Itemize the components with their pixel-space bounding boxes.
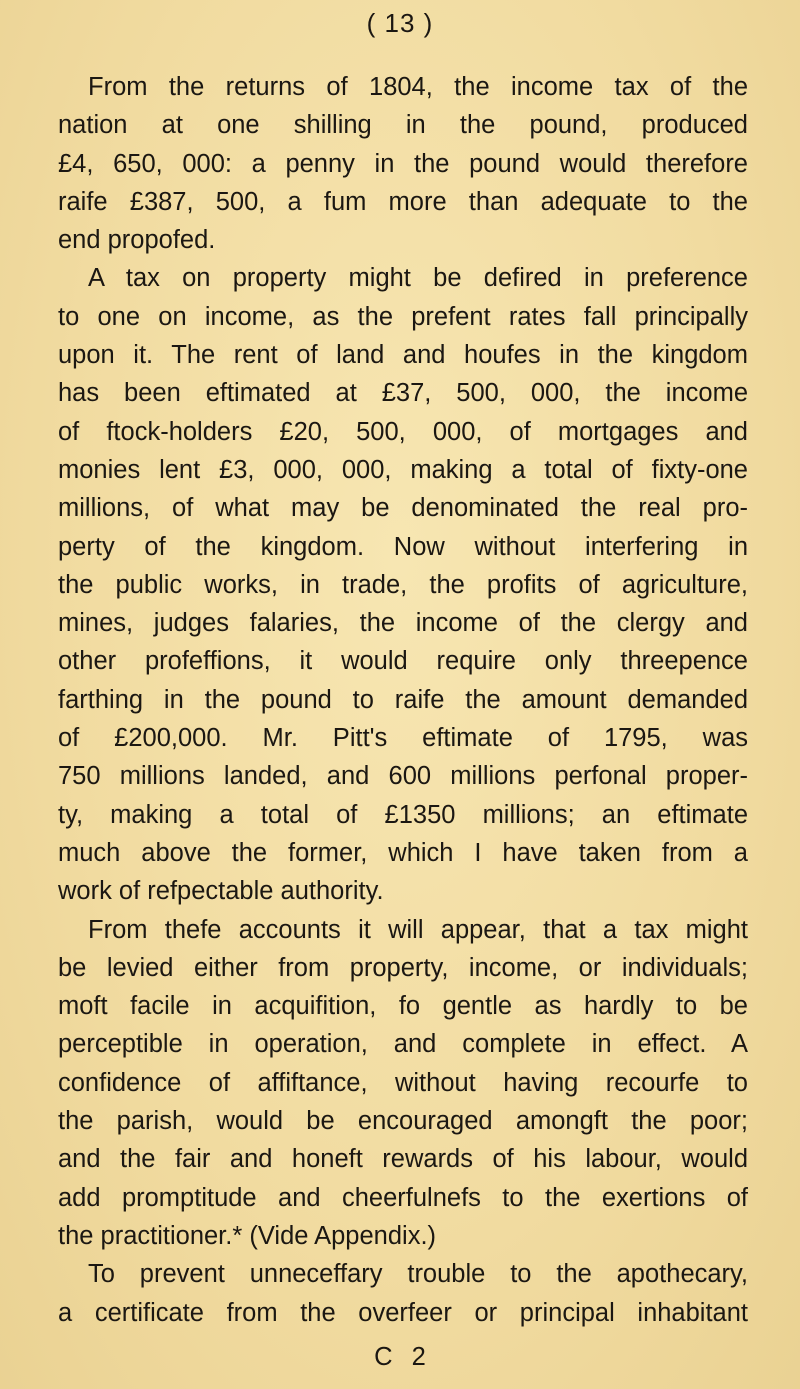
text-line: perceptible in operation, and complete in effect. A [58,1030,748,1059]
text-line: mines, judges falaries, the income of the clergy and [58,609,748,638]
text-line: other profeffions, it would require only threepence [58,647,748,676]
text-line: the public works, in trade, the profits of agriculture, [58,570,748,599]
text-line: farthing in the pound to raife the amount demanded [58,685,748,714]
text-line: has been eftimated at £37, 500, 000, the income [58,379,748,408]
text-line: 750 millions landed, and 600 millions perfonal proper- [58,762,748,791]
text-line: be levied either from property, income, or individuals; [58,953,748,982]
text-line: £4, 650, 000: a penny in the pound would therefore [58,149,748,178]
text-line: the parish, would be encouraged amongft the poor; [58,1107,748,1136]
text-line: nation at one shilling in the pound, produced [58,111,748,140]
text-line: From thefe accounts it will appear, that a tax might [88,915,748,944]
text-line: perty of the kingdom. Now without interfering in [58,532,748,561]
text-line: From the returns of 1804, the income tax of the [88,73,748,101]
paragraph-1 [58,68,748,259]
paragraph-3 [58,911,748,1256]
text-line: end propofed. [58,226,216,255]
text-line: and the fair and honeft rewards of his labour, would [58,1145,748,1174]
signature-mark: C 2 [374,1343,432,1371]
text-line: of £200,000. Mr. Pitt's eftimate of 1795, was [58,724,748,753]
text-line: To prevent unneceffary trouble to the apothecary, [88,1260,748,1289]
text-line: add promptitude and cheerfulnefs to the exertions of [58,1183,748,1212]
text-line: much above the former, which I have taken from a [58,838,748,867]
text-line: moft facile in acquifition, fo gentle as hardly to be [58,992,748,1021]
text-line: work of refpectable authority. [58,877,384,906]
text-line: a certificate from the overfeer or principal inhabitant [58,1298,748,1327]
body-text [58,68,748,1332]
text-line: millions, of what may be denominated the real pro- [58,494,748,523]
text-line: raife £387, 500, a fum more than adequate to the [58,187,748,216]
page-number: ( 13 ) [366,8,434,38]
text-line: upon it. The rent of land and houfes in the kingdom [58,341,748,370]
text-line: the practitioner.* (Vide Appendix.) [58,1221,437,1250]
text-line: confidence of affiftance, without having recourfe to [58,1068,748,1097]
paragraph-4 [58,1255,748,1332]
text-line: monies lent £3, 000, 000, making a total of fixty-one [58,455,748,484]
text-line: to one on income, as the prefent rates fall principally [58,302,748,331]
paragraph-2 [58,259,748,910]
text-line: ty, making a total of £1350 millions; an eftimate [58,800,748,829]
text-line: A tax on property might be defired in preference [88,264,748,293]
text-line: of ftock-holders £20, 500, 000, of mortgages and [58,417,748,446]
